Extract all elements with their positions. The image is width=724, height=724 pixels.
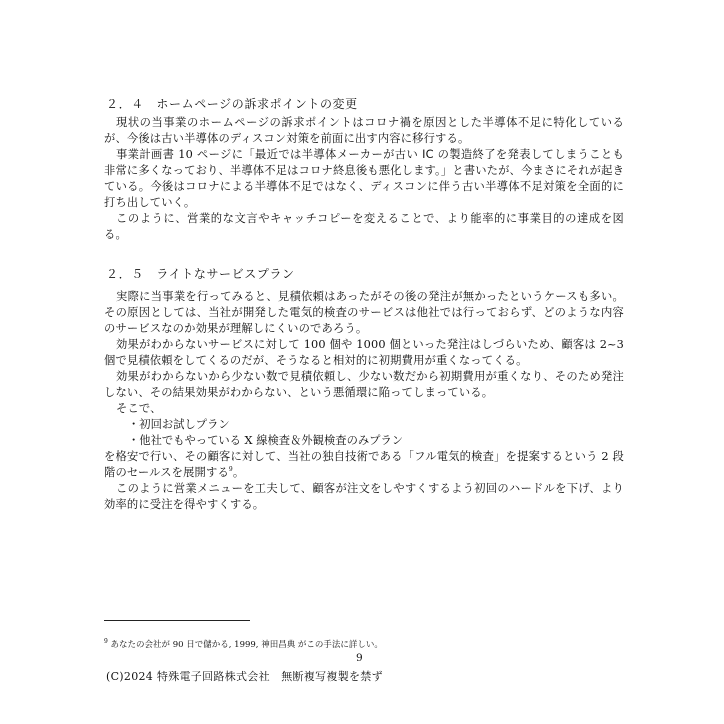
paragraph: そこで、: [116, 402, 162, 415]
footnote: [104, 638, 383, 650]
page-number: 9: [356, 652, 363, 664]
section-heading-2-4: ２．４ ホームページの訴求ポイントの変更: [106, 97, 358, 111]
footnote-mark: 9: [104, 638, 108, 646]
paragraph: [104, 449, 624, 481]
paragraph-text: を格安で行い、その顧客に対して、当社の独自技術である「フル電気的検査」を提案するという 2 段階のセールスを展開する: [104, 450, 624, 479]
paragraph: このように、営業的な文言やキャッチコピーを変えることで、より能率的に事業目的の達成を図る。: [104, 212, 624, 241]
paragraph: このように営業メニューを工夫して、顧客が注文をしやすくするよう初回のハードルを下げ、より効率的に受注を得やすくする。: [104, 482, 624, 511]
paragraph: 実際に当事業を行ってみると、見積依頼はあったがその後の発注が無かったというケースも多い。その原因としては、当社が開発した電気的検査のサービスは他社では行っておらず、どのような内容のサービスなのか効果が理解しにくいのであろう。: [104, 290, 624, 335]
quoted-text: 最近では半導体メーカーが古い IC の製造終了を発表してしまうことも非常に多くなっており、半導体不足はコロナ終息後も悪化します。: [104, 148, 624, 177]
footnote-reference: 9: [228, 466, 233, 474]
paragraph-text: 。: [232, 466, 245, 479]
paragraph-text: 事業計画書 10 ページに「: [116, 148, 256, 161]
paragraph: 効果がわからないサービスに対して 100 個や 1000 個といった発注はしづらいため、顧客は 2~3 個で見積依頼をしてくるのだが、そうなると相対的に初期費用が重くなってくる。: [104, 338, 624, 367]
section-heading-2-5: ２．５ ライトなサービスプラン: [106, 267, 295, 281]
footnote-text: あなたの会社が 90 日で儲かる, 1999, 神田昌典 がこの手法に詳しい。: [107, 640, 383, 650]
bullet-item: ・初回お試しプラン: [128, 418, 230, 431]
footnote-divider: [104, 620, 250, 621]
paragraph-text: 」と書いたが、今まさにそれが起きている。今後はコロナによる半導体不足ではなく、ディスコンに伴う古い半導体不足対策を全面的に打ち出していく。: [104, 164, 625, 209]
copyright-notice: (C)2024 特殊電子回路株式会社 無断複写複製を禁ず: [106, 670, 383, 683]
bullet-item: ・他社でもやっている X 線検査＆外観検査のみプラン: [128, 434, 404, 447]
paragraph: 効果がわからないから少ない数で見積依頼し、少ない数だから初期費用が重くなり、そのため発注しない、その結果効果がわからない、という悪循環に陥ってしまっている。: [104, 370, 624, 399]
paragraph: 現状の当事業のホームページの訴求ポイントはコロナ禍を原因とした半導体不足に特化しているが、今後は古い半導体のディスコン対策を前面に出す内容に移行する。: [104, 116, 624, 145]
paragraph: [104, 147, 624, 211]
